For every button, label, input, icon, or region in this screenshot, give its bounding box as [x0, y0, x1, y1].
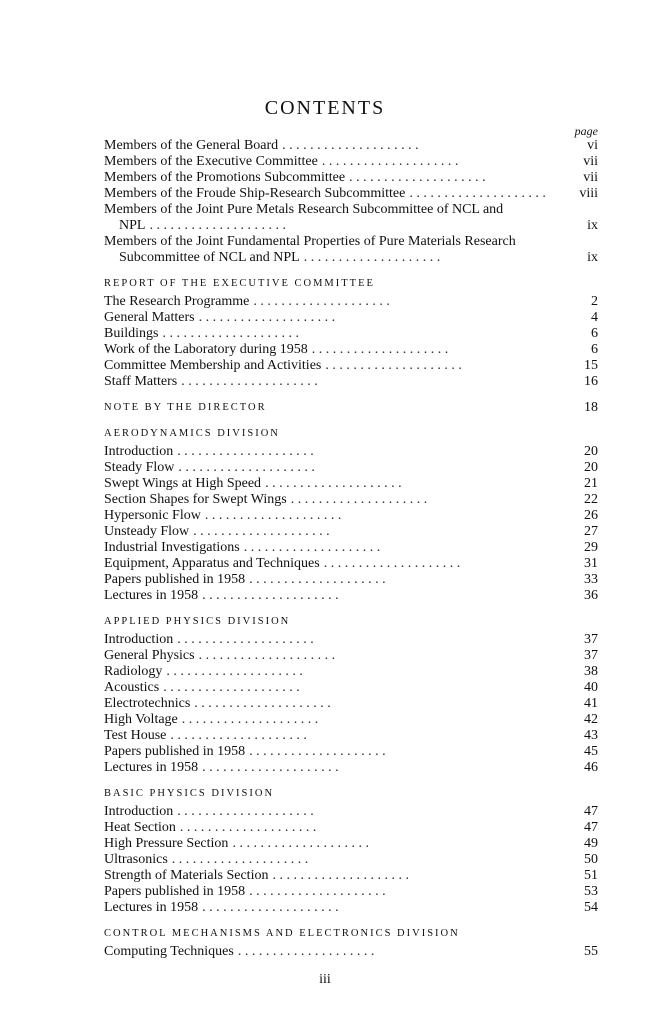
entry-title: Papers published in 1958: [104, 744, 246, 759]
entry-page-number: 37: [584, 632, 598, 647]
dot-leader: . . . . . . . . . . . . . . . . . . . .: [303, 250, 441, 265]
entry-title: Section Shapes for Swept Wings: [104, 492, 287, 507]
entry-page-number: 49: [584, 836, 598, 851]
toc-entry[interactable]: [104, 444, 598, 460]
entry-page-number: ix: [587, 250, 598, 265]
toc-entry[interactable]: [104, 664, 598, 680]
entry-page-number: 46: [584, 760, 598, 775]
toc-entry[interactable]: [104, 154, 598, 170]
entry-title: Members of the General Board: [104, 138, 279, 153]
entry-page-number: ix: [587, 218, 598, 233]
entry-page-number: 6: [591, 326, 598, 341]
entry-title: Electrotechnics: [104, 696, 191, 711]
entry-title: Industrial Investigations: [104, 540, 240, 555]
entry-title: Equipment, Apparatus and Techniques: [104, 556, 320, 571]
dot-leader: . . . . . . . . . . . . . . . . . . . .: [253, 294, 390, 309]
toc-entry[interactable]: [104, 556, 598, 572]
toc-entry[interactable]: [104, 170, 598, 186]
entry-title: NPL: [119, 218, 146, 233]
dot-leader: . . . . . . . . . . . . . . . . . . . .: [349, 170, 486, 185]
toc-entry[interactable]: [104, 696, 598, 712]
toc-entry[interactable]: [104, 588, 598, 604]
dot-leader: . . . . . . . . . . . . . . . . . . . .: [166, 664, 303, 679]
entry-title: General Matters: [104, 310, 195, 325]
entry-title: Work of the Laboratory during 1958: [104, 342, 308, 357]
section-page-number: 18: [584, 400, 598, 415]
dot-leader: . . . . . . . . . . . . . . . . . . . .: [202, 588, 339, 603]
entry-title: Members of the Promotions Subcommittee: [104, 170, 346, 185]
dot-leader: . . . . . . . . . . . . . . . . . . . .: [178, 460, 315, 475]
entry-page-number: 20: [584, 444, 598, 459]
toc-entry[interactable]: [104, 632, 598, 648]
entry-page-number: 2: [591, 294, 598, 309]
entry-page-number: 38: [584, 664, 598, 679]
dot-leader: . . . . . . . . . . . . . . . . . . . .: [181, 712, 319, 727]
toc-entry[interactable]: [104, 202, 598, 234]
entry-title: Acoustics: [104, 680, 160, 695]
entry-title: Introduction: [104, 804, 174, 819]
entry-title: Test House: [104, 728, 167, 743]
toc-entry[interactable]: [104, 648, 598, 664]
entry-page-number: 47: [584, 820, 598, 835]
entry-title: Buildings: [104, 326, 159, 341]
toc-entry[interactable]: [104, 820, 598, 836]
entry-page-number: 43: [584, 728, 598, 743]
entry-page-number: 22: [584, 492, 598, 507]
entry-title: Hypersonic Flow: [104, 508, 201, 523]
dot-leader: . . . . . . . . . . . . . . . . . . . .: [162, 326, 299, 341]
section-heading-text: CONTROL MECHANISMS AND ELECTRONICS DIVISION: [104, 928, 460, 939]
dot-leader: . . . . . . . . . . . . . . . . . . . .: [243, 540, 381, 555]
entry-title: The Research Programme: [104, 294, 250, 309]
entry-title: Heat Section: [104, 820, 176, 835]
entry-page-number: 31: [584, 556, 598, 571]
toc-entry[interactable]: [104, 744, 598, 760]
toc-entry[interactable]: [104, 868, 598, 884]
section-heading-text: BASIC PHYSICS DIVISION: [104, 788, 275, 799]
dot-leader: . . . . . . . . . . . . . . . . . . . .: [202, 760, 339, 775]
page-title: CONTENTS: [264, 97, 386, 119]
entry-page-number: 54: [584, 900, 598, 915]
page-column-header: page: [574, 124, 598, 138]
entry-page-number: 16: [584, 374, 598, 389]
toc-entry[interactable]: [104, 374, 598, 390]
dot-leader: . . . . . . . . . . . . . . . . . . . .: [249, 744, 386, 759]
page-number: iii: [319, 972, 331, 987]
entry-title: Steady Flow: [104, 460, 175, 475]
entry-title: Members of the Joint Pure Metals Research Subcommittee of NCL and: [104, 202, 504, 217]
entry-page-number: 45: [584, 744, 598, 759]
dot-leader: . . . . . . . . . . . . . . . . . . . .: [265, 476, 402, 491]
entry-title: Computing Techniques: [104, 944, 234, 959]
toc-entry[interactable]: [104, 326, 598, 342]
entry-title: Introduction: [104, 632, 174, 647]
entry-page-number: 37: [584, 648, 598, 663]
dot-leader: . . . . . . . . . . . . . . . . . . . .: [272, 868, 409, 883]
dot-leader: . . . . . . . . . . . . . . . . . . . .: [177, 804, 314, 819]
toc-entry[interactable]: [104, 836, 598, 852]
dot-leader: . . . . . . . . . . . . . . . . . . . .: [181, 374, 318, 389]
entry-page-number: 51: [584, 868, 598, 883]
toc-entry[interactable]: [104, 476, 598, 492]
entry-page-number: 50: [584, 852, 598, 867]
dot-leader: . . . . . . . . . . . . . . . . . . . .: [409, 186, 546, 201]
toc-entry[interactable]: [104, 680, 598, 696]
toc-entry[interactable]: [104, 342, 598, 358]
dot-leader: . . . . . . . . . . . . . . . . . . . .: [249, 572, 386, 587]
dot-leader: . . . . . . . . . . . . . . . . . . . .: [321, 154, 459, 169]
toc-entry[interactable]: [104, 712, 598, 728]
entry-title: High Voltage: [104, 712, 178, 727]
toc-entry[interactable]: [104, 508, 598, 524]
section-heading-text: APPLIED PHYSICS DIVISION: [104, 616, 291, 627]
entry-page-number: 21: [584, 476, 598, 491]
entry-title: Introduction: [104, 444, 174, 459]
entry-page-number: 26: [584, 508, 598, 523]
entry-title: Swept Wings at High Speed: [104, 476, 262, 491]
entry-title: Ultrasonics: [104, 852, 168, 867]
toc-entry[interactable]: [104, 804, 598, 820]
section-heading: [104, 400, 598, 416]
dot-leader: . . . . . . . . . . . . . . . . . . . .: [177, 632, 314, 647]
toc-entry[interactable]: [104, 138, 598, 154]
dot-leader: . . . . . . . . . . . . . . . . . . . .: [198, 648, 336, 663]
entry-title: Strength of Materials Section: [104, 868, 269, 883]
dot-leader: . . . . . . . . . . . . . . . . . . . .: [163, 680, 300, 695]
section-heading: [104, 614, 598, 630]
entry-title: General Physics: [104, 648, 195, 663]
entry-page-number: 33: [584, 572, 598, 587]
entry-page-number: 20: [584, 460, 598, 475]
dot-leader: . . . . . . . . . . . . . . . . . . . .: [323, 556, 461, 571]
dot-leader: . . . . . . . . . . . . . . . . . . . .: [170, 728, 307, 743]
entry-page-number: 15: [584, 358, 598, 373]
entry-title: Unsteady Flow: [104, 524, 190, 539]
toc-entry[interactable]: [104, 884, 598, 900]
dot-leader: . . . . . . . . . . . . . . . . . . . .: [198, 310, 336, 325]
toc-entry[interactable]: [104, 358, 598, 374]
toc-entry[interactable]: [104, 492, 598, 508]
section-heading: [104, 926, 598, 942]
toc-entry[interactable]: [104, 310, 598, 326]
entry-page-number: 40: [584, 680, 598, 695]
section-heading-text: REPORT OF THE EXECUTIVE COMMITTEE: [104, 278, 375, 289]
entry-page-number: 41: [584, 696, 598, 711]
entry-page-number: 55: [584, 944, 598, 959]
entry-page-number: 27: [584, 524, 598, 539]
entry-title: Members of the Executive Committee: [104, 154, 318, 169]
dot-leader: . . . . . . . . . . . . . . . . . . . .: [290, 492, 428, 507]
entry-page-number: vi: [587, 138, 598, 153]
entry-title: Lectures in 1958: [104, 900, 199, 915]
dot-leader: . . . . . . . . . . . . . . . . . . . .: [202, 900, 339, 915]
toc-entry[interactable]: [104, 760, 598, 776]
section-heading: [104, 426, 598, 442]
toc-entry[interactable]: [104, 460, 598, 476]
dot-leader: . . . . . . . . . . . . . . . . . . . .: [171, 852, 309, 867]
entry-title: Papers published in 1958: [104, 572, 246, 587]
entry-title: Members of the Froude Ship-Research Subcommittee: [104, 186, 406, 201]
dot-leader: . . . . . . . . . . . . . . . . . . . .: [249, 884, 386, 899]
dot-leader: . . . . . . . . . . . . . . . . . . . .: [325, 358, 462, 373]
dot-leader: . . . . . . . . . . . . . . . . . . . .: [232, 836, 369, 851]
entry-title: Radiology: [104, 664, 163, 679]
toc-entry[interactable]: [104, 852, 598, 868]
toc-entry[interactable]: [104, 728, 598, 744]
toc-entry[interactable]: [104, 540, 598, 556]
dot-leader: . . . . . . . . . . . . . . . . . . . .: [177, 444, 314, 459]
dot-leader: . . . . . . . . . . . . . . . . . . . .: [194, 696, 331, 711]
dot-leader: . . . . . . . . . . . . . . . . . . . .: [149, 218, 286, 233]
entry-title: Papers published in 1958: [104, 884, 246, 899]
toc-entry[interactable]: [104, 524, 598, 540]
entry-page-number: 29: [584, 540, 598, 555]
entry-page-number: viii: [579, 186, 598, 201]
entry-title: Staff Matters: [104, 374, 178, 389]
toc-entry[interactable]: [104, 572, 598, 588]
entry-page-number: vii: [583, 154, 598, 169]
toc-entry[interactable]: [104, 294, 598, 310]
entry-page-number: 36: [584, 588, 598, 603]
entry-title: High Pressure Section: [104, 836, 229, 851]
toc-entry[interactable]: [104, 234, 598, 266]
section-heading: [104, 276, 598, 292]
entry-title: Lectures in 1958: [104, 760, 199, 775]
toc-entry[interactable]: [104, 186, 598, 202]
entry-page-number: 42: [584, 712, 598, 727]
entry-title: Committee Membership and Activities: [104, 358, 322, 373]
entry-page-number: 47: [584, 804, 598, 819]
toc-entry[interactable]: [104, 944, 598, 960]
entry-title: Members of the Joint Fundamental Properties of Pure Materials Research: [104, 234, 516, 249]
entry-page-number: 6: [591, 342, 598, 357]
entry-page-number: 4: [591, 310, 598, 325]
dot-leader: . . . . . . . . . . . . . . . . . . . .: [311, 342, 449, 357]
table-of-contents: [104, 138, 598, 960]
entry-page-number: vii: [583, 170, 598, 185]
entry-title: Lectures in 1958: [104, 588, 199, 603]
dot-leader: . . . . . . . . . . . . . . . . . . . .: [237, 944, 375, 959]
toc-entry[interactable]: [104, 900, 598, 916]
dot-leader: . . . . . . . . . . . . . . . . . . . .: [282, 138, 419, 153]
entry-page-number: 53: [584, 884, 598, 899]
section-heading-text: AERODYNAMICS DIVISION: [104, 428, 280, 439]
dot-leader: . . . . . . . . . . . . . . . . . . . .: [204, 508, 342, 523]
section-heading: [104, 786, 598, 802]
dot-leader: . . . . . . . . . . . . . . . . . . . .: [179, 820, 317, 835]
section-heading-text: NOTE BY THE DIRECTOR: [104, 402, 267, 413]
dot-leader: . . . . . . . . . . . . . . . . . . . .: [193, 524, 330, 539]
entry-title: Subcommittee of NCL and NPL: [119, 250, 300, 265]
